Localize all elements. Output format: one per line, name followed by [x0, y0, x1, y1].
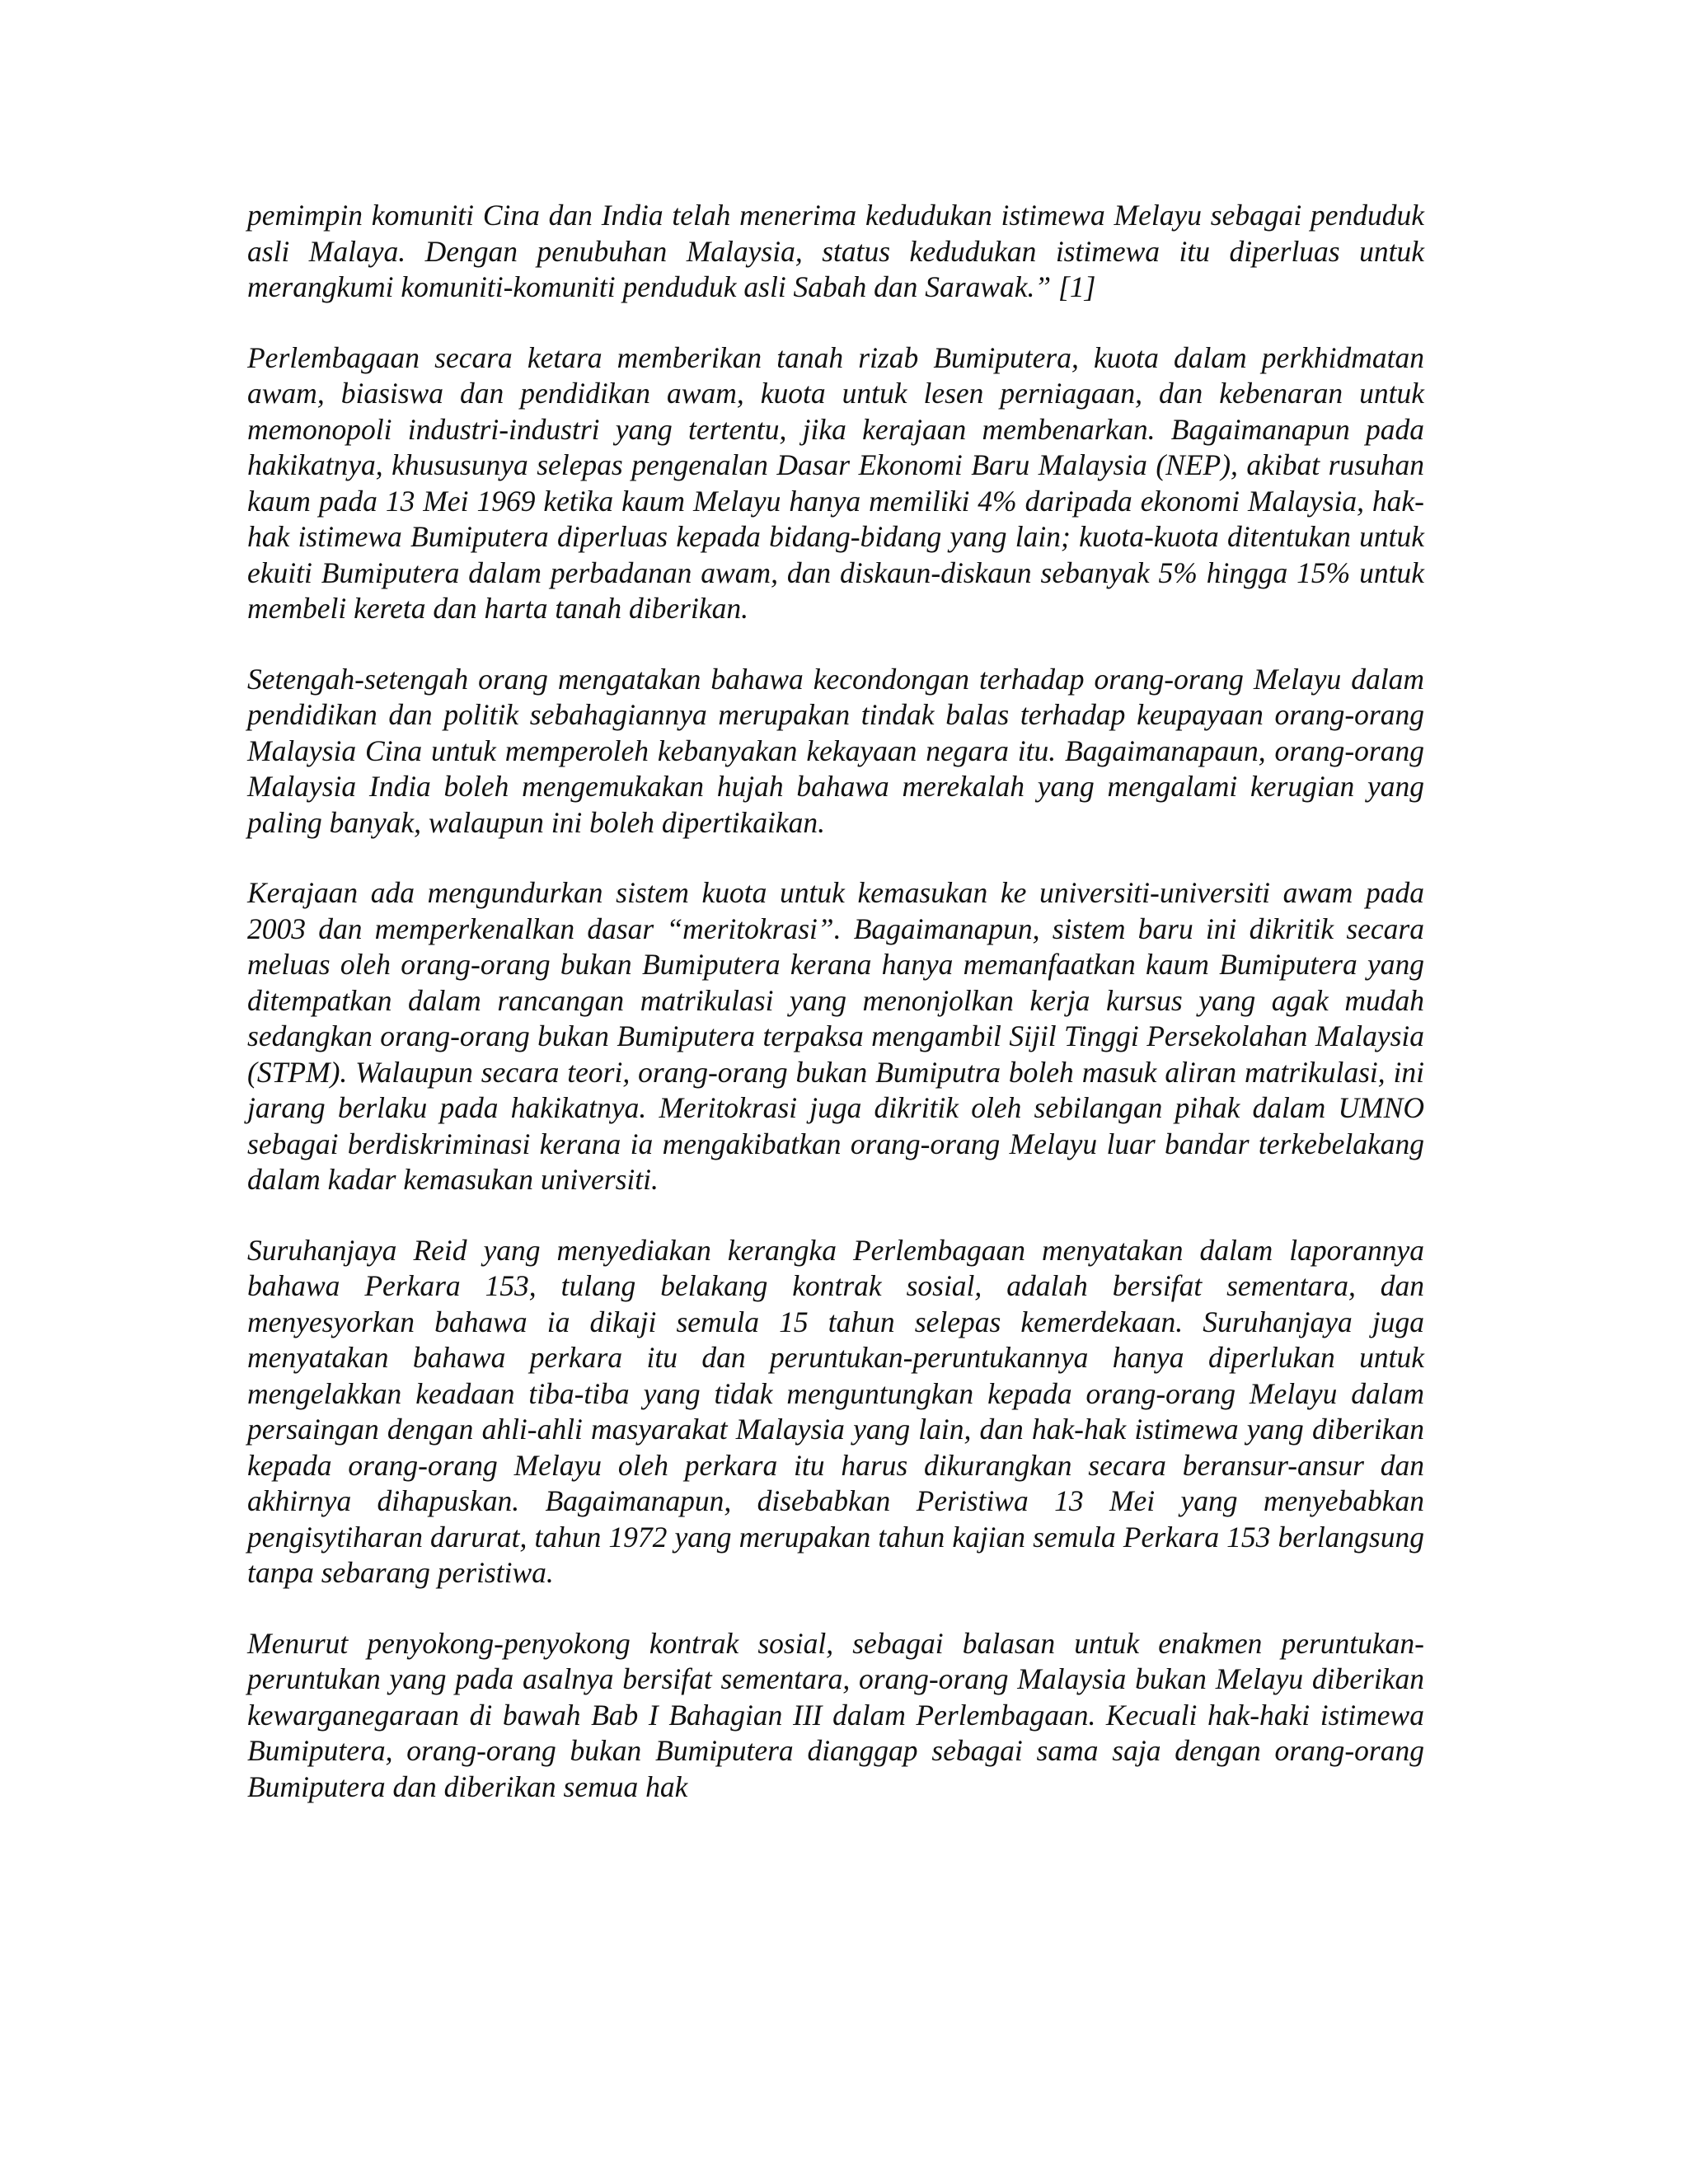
paragraph-1: pemimpin komuniti Cina dan India telah menerima kedudukan istimewa Melayu sebagai penduduk asli Malaya. Dengan penubuhan Malaysia, status kedudukan istimewa itu diperluas untuk merangkumi komuniti-komuniti penduduk asli Sabah dan Sarawak.” [1] — [247, 199, 1424, 303]
paragraph-2: Perlembagaan secara ketara memberikan tanah rizab Bumiputera, kuota dalam perkhidmatan awam, biasiswa dan pendidikan awam, kuota untuk lesen perniagaan, dan kebenaran untuk memonopoli industri-industri yang tertentu, jika kerajaan membenarkan. Bagaimanapun pada hakikatnya, khususunya selepas pengenalan Dasar Ekonomi Baru Malaysia (NEP), akibat rusuhan kaum pada 13 Mei 1969 ketika kaum Melayu hanya memiliki 4% daripada ekonomi Malaysia, hak-hak istimewa Bumiputera diperluas kepada bidang-bidang yang lain; kuota-kuota ditentukan untuk ekuiti Bumiputera dalam perbadanan awam, dan diskaun-diskaun sebanyak 5% hingga 15% untuk membeli kereta dan harta tanah diberikan. — [247, 340, 1424, 625]
paragraph-5: Suruhanjaya Reid yang menyediakan kerangka Perlembagaan menyatakan dalam laporannya bahawa Perkara 153, tulang belakang kontrak sosial, adalah bersifat sementara, dan menyesyorkan bahawa ia dikaji semula 15 tahun selepas kemerdekaan. Suruhanjaya juga menyatakan bahawa perkara itu dan peruntukan-peruntukannya hanya diperlukan untuk mengelakkan keadaan tiba-tiba yang tidak menguntungkan kepada orang-orang Melayu dalam persaingan dengan ahli-ahli masyarakat Malaysia yang lain, dan hak-hak istimewa yang diberikan kepada orang-orang Melayu oleh perkara itu harus dikurangkan secara beransur-ansur dan akhirnya dihapuskan. Bagaimanapun, disebabkan Peristiwa 13 Mei yang menyebabkan pengisytiharan darurat, tahun 1972 yang merupakan tahun kajian semula Perkara 153 berlangsung tanpa sebarang peristiwa. — [247, 1233, 1424, 1589]
document-body — [247, 198, 1424, 1840]
paragraph-4: Kerajaan ada mengundurkan sistem kuota untuk kemasukan ke universiti-universiti awam pada 2003 dan memperkenalkan dasar “meritokrasi”. Bagaimanapun, sistem baru ini dikritik secara meluas oleh orang-orang bukan Bumiputera kerana hanya memanfaatkan kaum Bumiputera yang ditempatkan dalam rancangan matrikulasi yang menonjolkan kerja kursus yang agak mudah sedangkan orang-orang bukan Bumiputera terpaksa mengambil Sijil Tinggi Persekolahan Malaysia (STPM). Walaupun secara teori, orang-orang bukan Bumiputra boleh masuk aliran matrikulasi, ini jarang berlaku pada hakikatnya. Meritokrasi juga dikritik oleh sebilangan pihak dalam UMNO sebagai berdiskriminasi kerana ia mengakibatkan orang-orang Melayu luar bandar terkebelakang dalam kadar kemasukan universiti. — [247, 876, 1424, 1196]
paragraph-6: Menurut penyokong-penyokong kontrak sosial, sebagai balasan untuk enakmen peruntukan-peruntukan yang pada asalnya bersifat sementara, orang-orang Malaysia bukan Melayu diberikan kewarganegaraan di bawah Bab I Bahagian III dalam Perlembagaan. Kecuali hak-haki istimewa Bumiputera, orang-orang bukan Bumiputera dianggap sebagai sama saja dengan orang-orang Bumiputera dan diberikan semua hak — [247, 1626, 1424, 1803]
paragraph-3: Setengah-setengah orang mengatakan bahawa kecondongan terhadap orang-orang Melayu dalam pendidikan dan politik sebahagiannya merupakan tindak balas terhadap keupayaan orang-orang Malaysia Cina untuk memperoleh kebanyakan kekayaan negara itu. Bagaimanapaun, orang-orang Malaysia India boleh mengemukakan hujah bahawa merekalah yang mengalami kerugian yang paling banyak, walaupun ini boleh dipertikaikan. — [247, 662, 1424, 839]
